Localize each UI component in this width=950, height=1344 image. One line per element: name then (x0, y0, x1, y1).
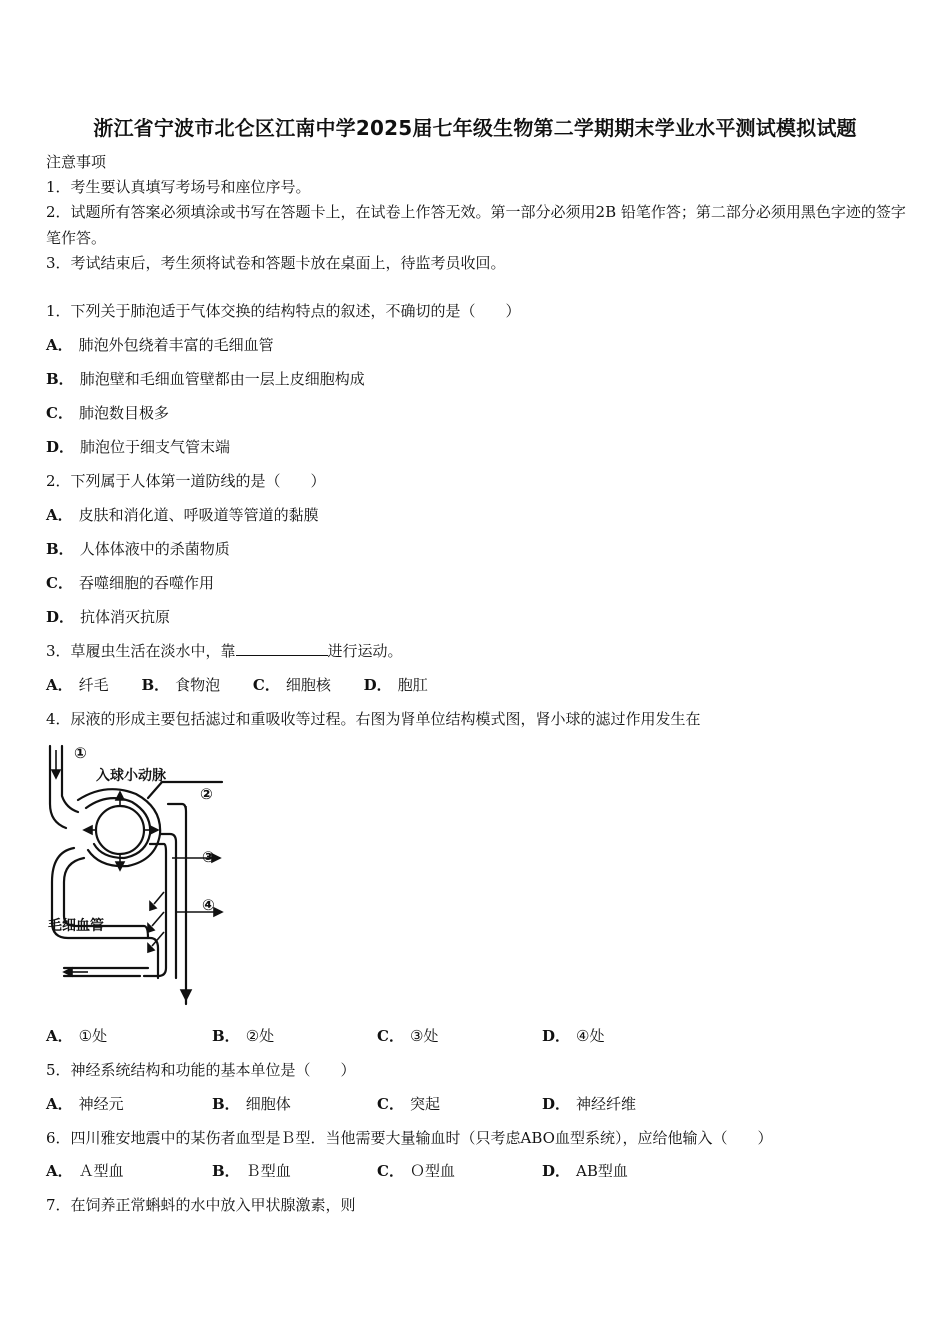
option-text: Ａ型血 (78, 1162, 124, 1180)
option-letter: A． (46, 1027, 73, 1045)
option-letter: A． (46, 676, 73, 694)
diagram-label: ③ (202, 848, 215, 866)
option-c[interactable] (377, 1094, 440, 1114)
option-text: 神经纤维 (576, 1095, 637, 1113)
question-stem: 4．尿液的形成主要包括滤过和重吸收等过程。右图为肾单位结构模式图，肾小球的滤过作用发生在 (46, 710, 701, 728)
diagram-label: 毛细血管 (48, 918, 104, 934)
option-b[interactable] (46, 539, 230, 559)
option-letter: A． (46, 336, 73, 354)
option-text: 细胞体 (245, 1095, 291, 1113)
option-letter: D． (363, 676, 392, 694)
question-stem: 6．四川雅安地震中的某伤者血型是Ｂ型．当他需要大量输血时（只考虑ABO血型系统），应给他输入（ ） (46, 1129, 773, 1147)
page-title: 浙江省宁波市北仑区江南中学2025届七年级生物第二学期期末学业水平测试模拟试题 (93, 116, 857, 140)
option-d[interactable] (46, 437, 230, 457)
option-text: 肺泡外包绕着丰富的毛细血管 (78, 336, 274, 354)
option-letter: C． (377, 1027, 404, 1045)
notice-item: 3．考试结束后，考生须将试卷和答题卡放在桌面上，待监考员收回。 (46, 254, 506, 272)
option-letter: D． (542, 1162, 571, 1180)
option-c[interactable] (253, 676, 345, 694)
question-stem: 2．下列属于人体第一道防线的是（ ） (46, 472, 326, 490)
option-letter: A． (46, 506, 73, 524)
diagram-label: 入球小动脉 (96, 768, 166, 784)
option-letter: B． (46, 540, 74, 558)
option-c[interactable] (46, 403, 169, 423)
option-row (46, 1094, 908, 1114)
option-text: ③处 (409, 1027, 439, 1045)
option-text: 肺泡位于细支气管末端 (80, 438, 231, 456)
option-text: 细胞核 (285, 676, 331, 694)
option-letter: A． (46, 1162, 73, 1180)
option-letter: D． (46, 608, 75, 626)
option-letter: A． (46, 1095, 73, 1113)
option-text: 吞噬细胞的吞噬作用 (78, 574, 214, 592)
option-d[interactable] (46, 607, 170, 627)
option-c[interactable] (377, 1026, 438, 1046)
question-stem (46, 641, 403, 661)
option-b[interactable] (212, 1094, 291, 1114)
option-b[interactable] (46, 369, 365, 389)
stem-after: 进行运动。 (327, 642, 403, 660)
option-letter: B． (141, 676, 170, 694)
question-stem: 5．神经系统结构和功能的基本单位是（ ） (46, 1061, 356, 1079)
option-letter: C． (377, 1095, 404, 1113)
option-letter: B． (46, 370, 74, 388)
option-text: ①处 (78, 1027, 108, 1045)
option-text: 食物泡 (175, 676, 221, 694)
option-row (46, 1161, 908, 1181)
stem-before: 3．草履虫生活在淡水中，靠 (46, 642, 236, 660)
option-text: 抗体消灭抗原 (80, 608, 171, 626)
option-text: ④处 (576, 1027, 605, 1045)
option-d[interactable] (542, 1094, 636, 1114)
option-b[interactable] (212, 1026, 274, 1046)
option-text: Ｂ型血 (245, 1162, 291, 1180)
option-text: 突起 (409, 1095, 440, 1113)
option-letter: D． (542, 1027, 571, 1045)
option-a[interactable] (46, 676, 123, 694)
option-letter: D． (542, 1095, 571, 1113)
answer-blank[interactable] (236, 641, 328, 656)
option-b[interactable] (212, 1161, 291, 1181)
option-letter: C． (46, 574, 73, 592)
option-d[interactable] (542, 1026, 604, 1046)
option-b[interactable] (141, 676, 234, 694)
notice-item: 1．考生要认真填写考场号和座位序号。 (46, 178, 311, 196)
diagram-label: ① (74, 744, 87, 762)
option-letter: D． (46, 438, 75, 456)
option-text: 纤毛 (78, 676, 109, 694)
notice-heading: 注意事项 (46, 153, 107, 171)
option-letter: B． (212, 1027, 240, 1045)
nephron-diagram (44, 742, 234, 1006)
option-text: 人体体液中的杀菌物质 (79, 540, 230, 558)
option-text: AB型血 (576, 1162, 628, 1180)
option-letter: C． (252, 676, 280, 694)
option-a[interactable] (46, 505, 319, 525)
option-row (46, 1026, 908, 1046)
option-letter: C． (377, 1162, 404, 1180)
option-text: 神经元 (78, 1095, 124, 1113)
option-text: 胞肛 (397, 676, 428, 694)
option-letter: B． (212, 1095, 240, 1113)
question-stem: 7．在饲养正常蝌蚪的水中放入甲状腺激素，则 (46, 1196, 356, 1214)
option-d[interactable] (364, 676, 442, 694)
option-text: Ｏ型血 (409, 1162, 455, 1180)
option-text: 肺泡数目极多 (78, 404, 169, 422)
diagram-label: ② (200, 785, 213, 803)
notice-item: 2．试题所有答案必须填涂或书写在答题卡上，在试卷上作答无效。第一部分必须用2B 铅笔作答；第二部分必须用黑色字迹的签字笔作答。 (46, 203, 906, 247)
option-text: ②处 (245, 1027, 275, 1045)
option-row (46, 675, 456, 695)
option-a[interactable] (46, 1161, 124, 1181)
option-d[interactable] (542, 1161, 628, 1181)
option-letter: C． (46, 404, 73, 422)
option-letter: B． (212, 1162, 240, 1180)
option-a[interactable] (46, 335, 274, 355)
diagram-label: ④ (202, 896, 215, 914)
option-c[interactable] (46, 573, 214, 593)
question-stem: 1．下列关于肺泡适于气体交换的结构特点的叙述，不确切的是（ ） (46, 302, 521, 320)
option-a[interactable] (46, 1026, 107, 1046)
option-a[interactable] (46, 1094, 124, 1114)
option-text: 皮肤和消化道、呼吸道等管道的黏膜 (78, 506, 319, 524)
option-text: 肺泡壁和毛细血管壁都由一层上皮细胞构成 (79, 370, 365, 388)
option-c[interactable] (377, 1161, 455, 1181)
